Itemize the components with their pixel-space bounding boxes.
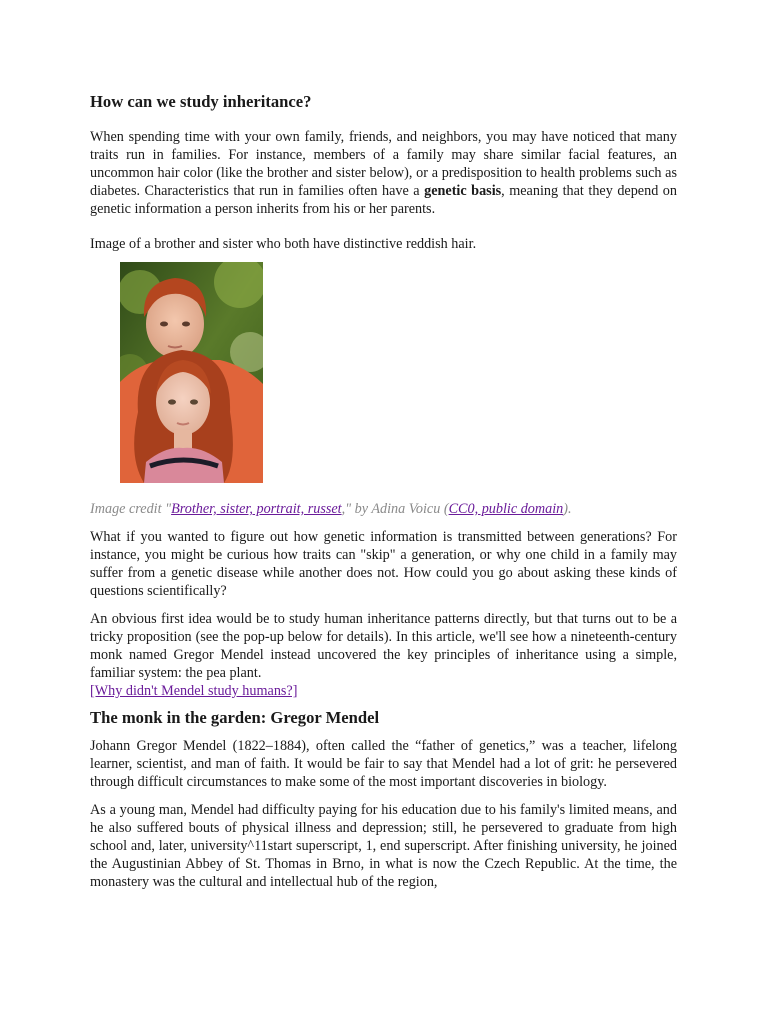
image-alt-caption: Image of a brother and sister who both have distinctive reddish hair. [90, 236, 477, 252]
section-heading-mendel: The monk in the garden: Gregor Mendel [90, 708, 380, 727]
why-not-humans-popup-link[interactable]: [Why didn't Mendel study humans?] [90, 683, 298, 699]
siblings-photo [120, 262, 263, 483]
image-credit [90, 500, 677, 518]
license-link[interactable]: CC0, public domain [448, 501, 564, 517]
paragraph-mendel-youth: As a young man, Mendel had difficulty paying for his education due to his family's limited means, and he also suffered bouts of physical illness and depression; still, he persevered to graduate from high school and, later, university^11start superscript, 1, end superscript. After finishing university, he joined the Augustinian Abbey of St. Thomas in Brno, in what is now the Czech Republic. At the time, the monastery was the cultural and intellectual hub of the region, [90, 802, 677, 890]
paragraph-intro [90, 128, 677, 218]
genetic-basis-bold: genetic basis [424, 183, 502, 199]
credit-prefix: Image credit " [90, 501, 172, 517]
photo-title-link[interactable]: Brother, sister, portrait, russet [171, 501, 342, 517]
paragraph-mendel-bio: Johann Gregor Mendel (1822–1884), often called the “father of genetics,” was a teacher, lifelong learner, scientist, and man of faith. It would be fair to say that Mendel had a lot of grit: he persevered through difficult circumstances to make some of the most important discoveries in biology. [90, 738, 677, 790]
paragraph-mendel-intro: An obvious first idea would be to study human inheritance patterns directly, but that turns out to be a tricky proposition (see the pop-up below for details). In this article, we'll see how a nineteenth-century monk named Gregor Mendel instead uncovered the key principles of inheritance using a simple, familiar system: the pea plant. [90, 611, 677, 681]
section-heading-inheritance: How can we study inheritance? [90, 92, 312, 111]
credit-author: ," by Adina Voicu ( [341, 501, 449, 517]
credit-suffix: ). [563, 501, 572, 517]
paragraph-intro-text-a: When spending time with your own family, friends, and neighbors, you may have noticed that many traits run in families. For instance, members of a family may share similar facial features, an uncommon hair color (like the brother and sister below), or a predisposition to health problems such as diabetes. Characteristics that run in families often have a [90, 129, 677, 199]
paragraph-genetic-questions: What if you wanted to figure out how genetic information is transmitted between generations? For instance, you might be curious how traits can "skip" a generation, or why one child in a family may suffer from a genetic disease while another does not. How could you go about asking these kinds of questions scientifically? [90, 529, 677, 599]
paragraph-intro-text-b: , meaning that they depend on genetic information a person inherits from his or her parents. [90, 183, 677, 217]
document-page [90, 93, 677, 891]
